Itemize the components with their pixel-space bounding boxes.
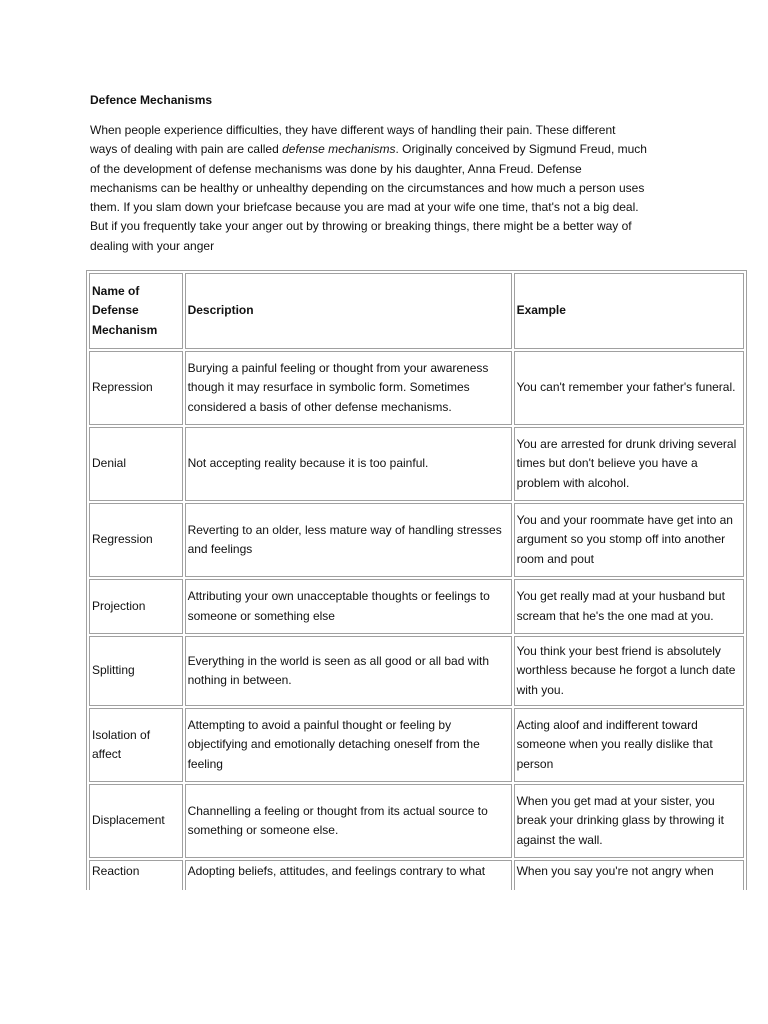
table-row bbox=[89, 579, 744, 634]
row-description: Everything in the world is seen as all good or all bad with nothing in between. bbox=[185, 636, 512, 706]
table-row bbox=[89, 503, 744, 577]
row-example: You can't remember your father's funeral. bbox=[514, 351, 744, 425]
row-example: You think your best friend is absolutely worthless because he forgot a lunch date with you. bbox=[514, 636, 744, 706]
intro-line-3: of the development of defense mechanisms was done by his daughter, Anna Freud. Defense bbox=[90, 161, 582, 176]
row-name: Isolation of affect bbox=[89, 708, 183, 782]
table-row bbox=[89, 427, 744, 501]
row-description: Reverting to an older, less mature way of handling stresses and feelings bbox=[185, 503, 512, 577]
row-description: Channelling a feeling or thought from its actual source to something or someone else. bbox=[185, 784, 512, 858]
row-name: Displacement bbox=[89, 784, 183, 858]
intro-line-2-end: . Originally conceived by Sigmund Freud, much bbox=[395, 142, 647, 157]
intro-line-6: But if you frequently take your anger out by throwing or breaking things, there might be a better way of bbox=[90, 219, 632, 234]
intro-line-2-start: ways of dealing with pain are called bbox=[90, 142, 283, 157]
row-name: Reaction bbox=[89, 860, 183, 920]
intro-italic-term: defense mechanisms bbox=[282, 142, 396, 157]
row-description: Not accepting reality because it is too painful. bbox=[185, 427, 512, 501]
row-name: Projection bbox=[89, 579, 183, 634]
defense-mechanisms-table bbox=[86, 270, 747, 923]
table-row bbox=[89, 636, 744, 706]
document-title: Defence Mechanisms bbox=[90, 93, 213, 107]
row-name: Repression bbox=[89, 351, 183, 425]
intro-line-4: mechanisms can be healthy or unhealthy depending on the circumstances and how much a person uses bbox=[90, 180, 645, 195]
table-row bbox=[89, 708, 744, 782]
header-name: Name of Defense Mechanism bbox=[89, 273, 183, 349]
row-name: Regression bbox=[89, 503, 183, 577]
row-example: When you get mad at your sister, you break your drinking glass by throwing it against the wall. bbox=[514, 784, 744, 858]
intro-line-2 bbox=[90, 140, 680, 159]
row-description: Burying a painful feeling or thought from your awareness though it may resurface in symbolic form. Sometimes considered a basis of other defense mechanisms. bbox=[185, 351, 512, 425]
row-example: You are arrested for drunk driving several times but don't believe you have a problem with alcohol. bbox=[514, 427, 744, 501]
row-example: When you say you're not angry when bbox=[514, 860, 744, 920]
row-example: Acting aloof and indifferent toward someone when you really dislike that person bbox=[514, 708, 744, 782]
header-example: Example bbox=[514, 273, 744, 349]
table-row bbox=[89, 784, 744, 858]
row-description: Adopting beliefs, attitudes, and feelings contrary to what bbox=[185, 860, 512, 920]
row-example: You get really mad at your husband but scream that he's the one mad at you. bbox=[514, 579, 744, 634]
intro-line-7: dealing with your anger bbox=[90, 238, 215, 253]
intro-line-5: them. If you slam down your briefcase because you are mad at your wife one time, that's not a big deal. bbox=[90, 200, 639, 215]
row-description: Attempting to avoid a painful thought or feeling by objectifying and emotionally detaching oneself from the feeling bbox=[185, 708, 512, 782]
page-bottom-blank bbox=[0, 890, 768, 1024]
intro-line-1: When people experience difficulties, they have different ways of handling their pain. These different bbox=[90, 123, 616, 137]
row-name: Denial bbox=[89, 427, 183, 501]
row-description: Attributing your own unacceptable thoughts or feelings to someone or something else bbox=[185, 579, 512, 634]
row-example: You and your roommate have get into an argument so you stomp off into another room and pout bbox=[514, 503, 744, 577]
table-header-row bbox=[89, 273, 744, 349]
table-row bbox=[89, 351, 744, 425]
row-name: Splitting bbox=[89, 636, 183, 706]
intro-paragraph bbox=[90, 121, 680, 256]
header-description: Description bbox=[185, 273, 512, 349]
